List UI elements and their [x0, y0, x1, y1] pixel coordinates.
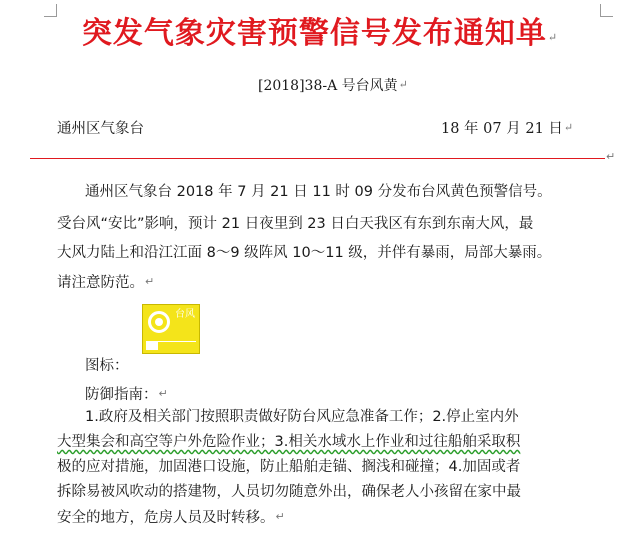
body-line-3: 大风力陆上和沿江江面 8～9 级阵风 10～11 级，并伴有暴雨，局部大暴雨。 — [57, 245, 552, 261]
guide-line-1: 1.政府及相关部门按照职责做好防台风应急准备工作；2.停止室内外 — [85, 409, 519, 425]
typhoon-glyph: 台风 — [175, 309, 195, 320]
document-title: 突发气象灾害预警信号发布通知单↵ — [81, 16, 559, 51]
typhoon-yellow-warning-icon — [142, 304, 200, 354]
paragraph-mark: ↵ — [606, 150, 616, 163]
guide-line-3: 极的应对措施，加固港口设施，防止船舶走锚、搁浅和碰撞；4.加固或者 — [57, 459, 521, 475]
document-code: [2018]38-A 号台风黄↵ — [258, 78, 408, 94]
defense-heading: 防御指南：↵ — [85, 387, 168, 403]
body-line-1: 通州区气象台 2018 年 7 月 21 日 11 时 09 分发布台风黄色预警信号。 — [85, 184, 552, 200]
issuer: 通州区气象台 — [57, 121, 144, 137]
typhoon-symbol-icon — [148, 311, 170, 333]
guide-line-2: 大型集会和高空等户外危险作业；3.相关水域水上作业和过往船舶采取积 — [57, 434, 521, 450]
body-line-4: 请注意防范。↵ — [57, 275, 155, 291]
guide-line-4: 拆除易被风吹动的搭建物，人员切勿随意外出，确保老人小孩留在家中最 — [57, 484, 521, 500]
issue-date: 18 年 07 月 21 日↵ — [441, 121, 574, 137]
body-line-2: 受台风“安比”影响，预计 21 日夜里到 23 日白天我区有东到东南大风，最 — [57, 216, 534, 232]
icon-label: 图标： — [85, 358, 129, 374]
red-divider — [30, 158, 605, 159]
guide-line-5: 安全的地方，危房人员及时转移。↵ — [57, 510, 285, 526]
